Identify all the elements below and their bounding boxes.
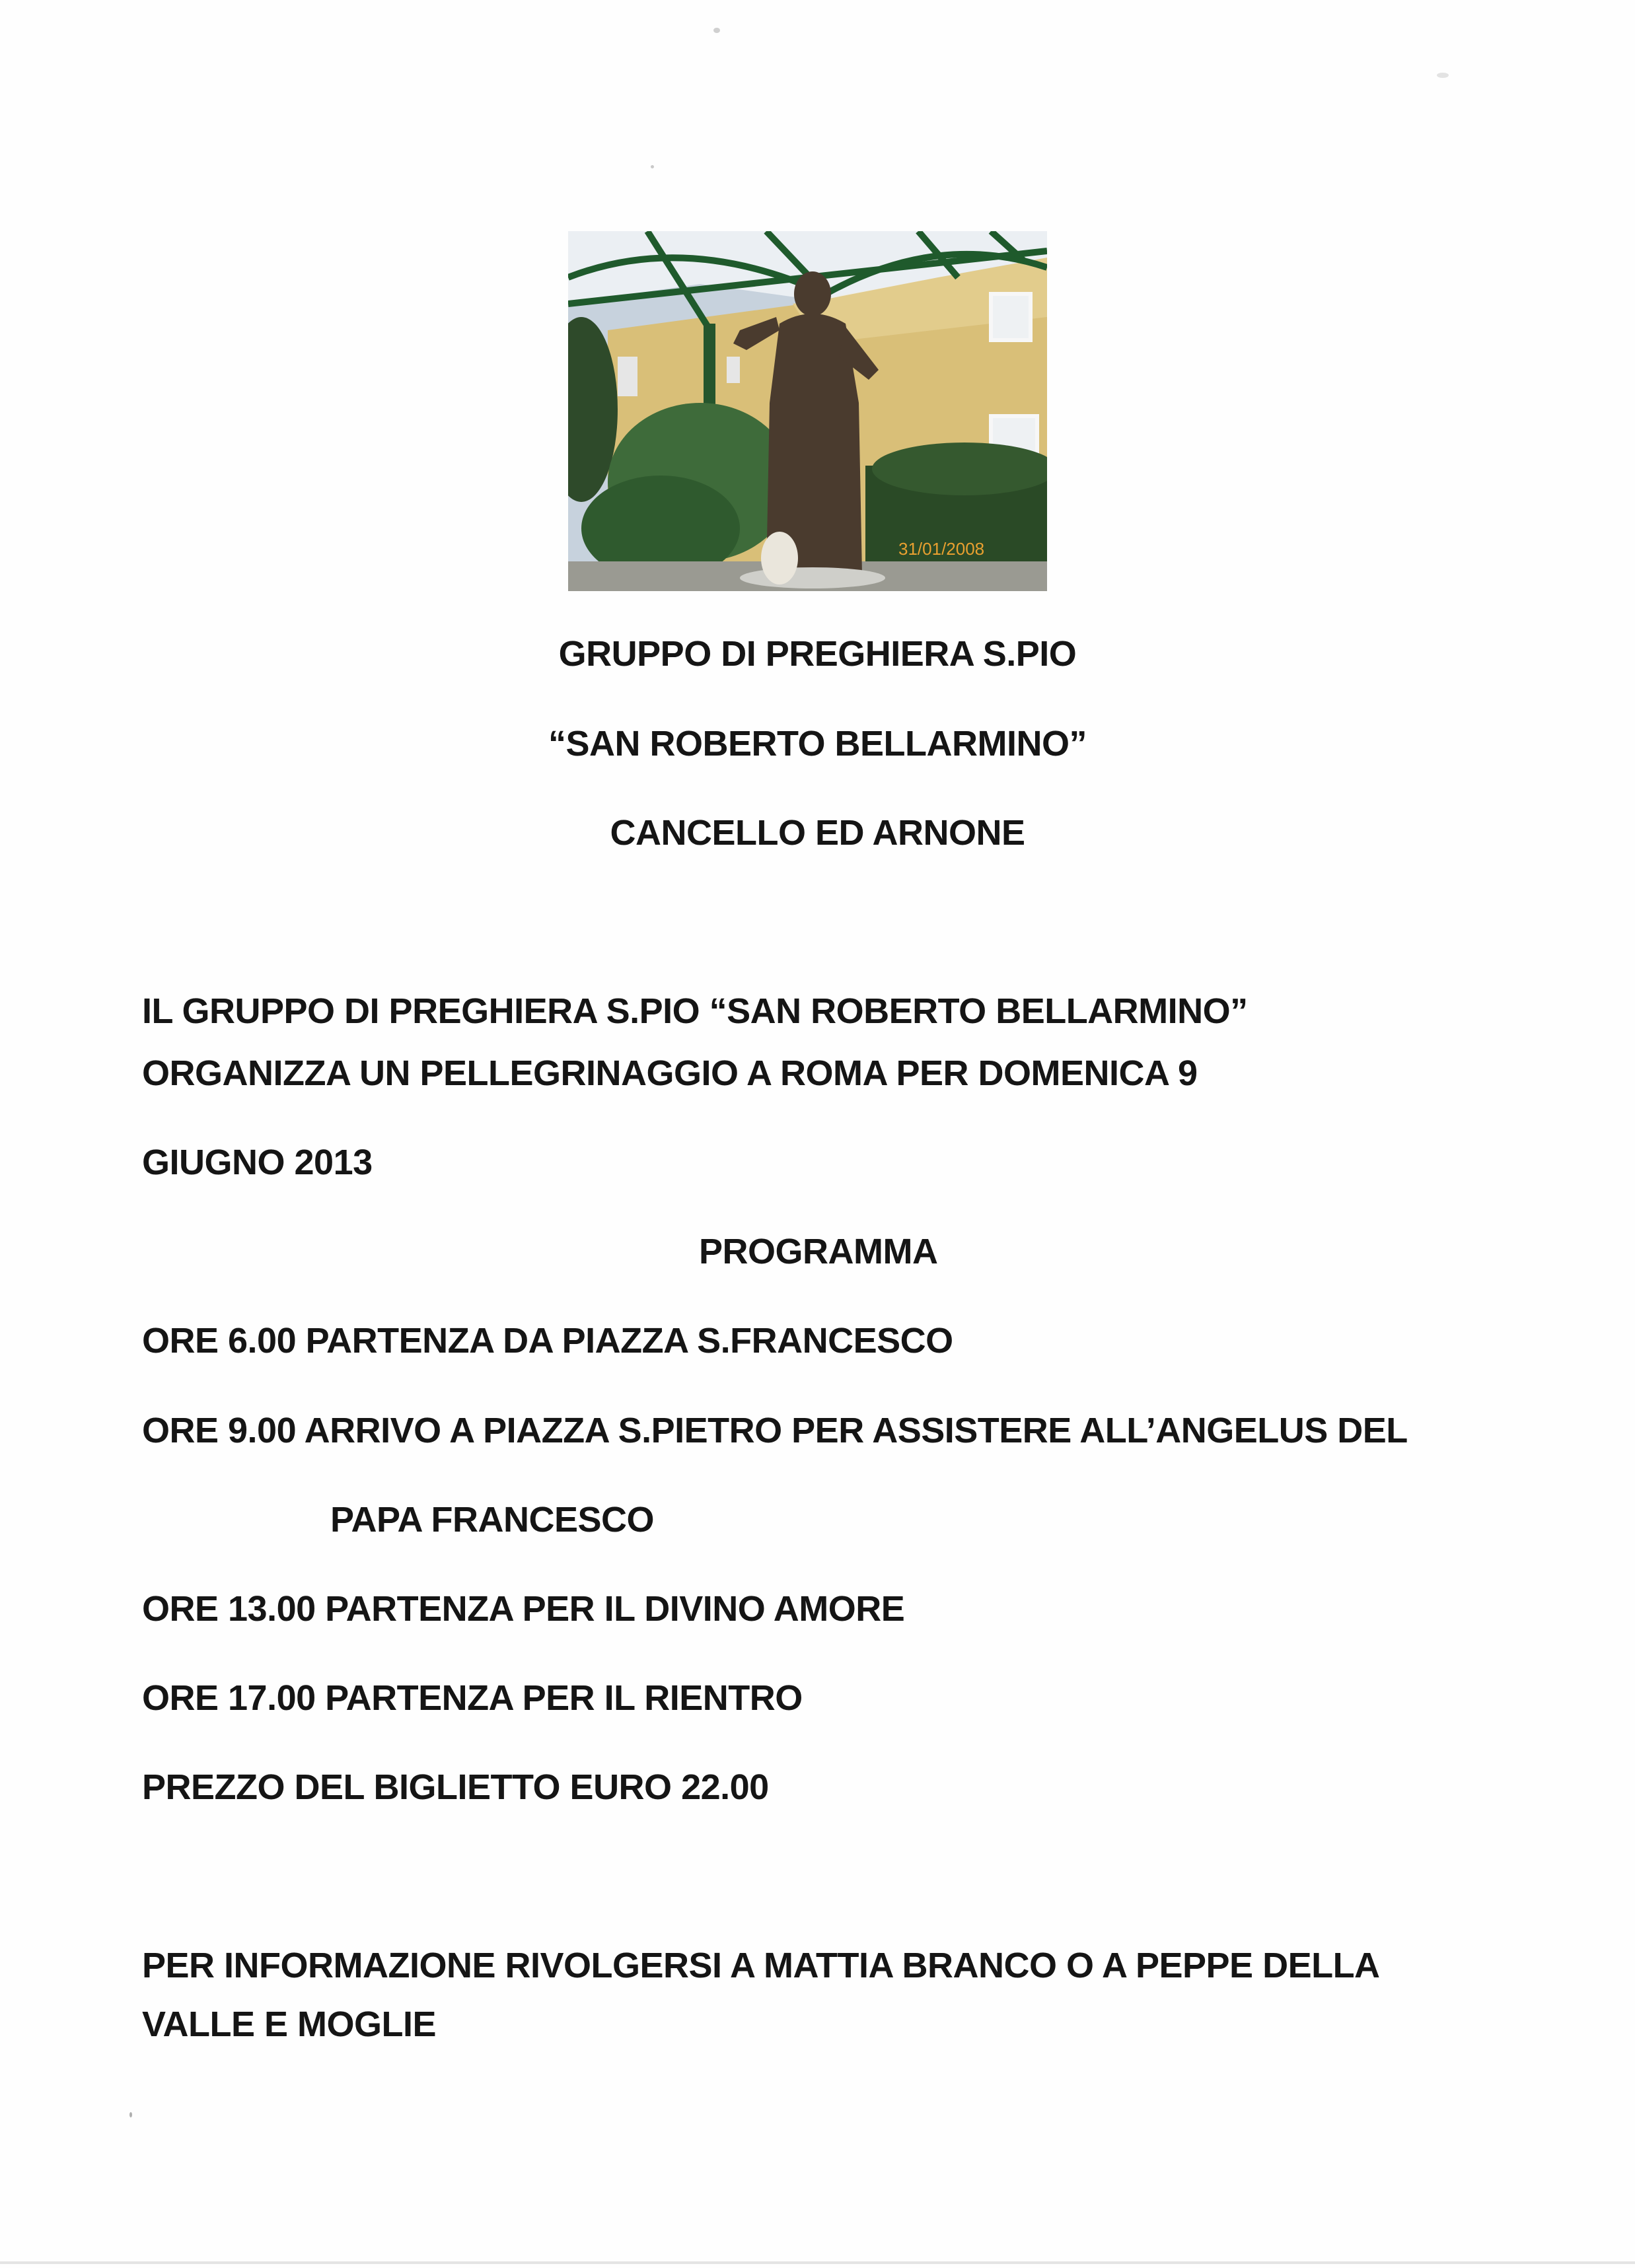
statue-photo — [568, 231, 1047, 591]
programma-title: PROGRAMMA — [699, 1232, 938, 1271]
photo-date-stamp: 31/01/2008 — [898, 539, 985, 559]
programma-item: ORE 9.00 ARRIVO A PIAZZA S.PIETRO PER ASSISTERE ALL’ANGELUS DEL — [142, 1411, 1408, 1450]
scan-speck — [713, 28, 720, 33]
intro-line-3: GIUGNO 2013 — [142, 1143, 373, 1182]
scan-speck — [651, 165, 654, 168]
contact-line-2: VALLE E MOGLIE — [142, 2004, 437, 2044]
programma-item: ORE 6.00 PARTENZA DA PIAZZA S.FRANCESCO — [142, 1321, 953, 1361]
intro-line-2: ORGANIZZA UN PELLEGRINAGGIO A ROMA PER DOMENICA 9 — [142, 1053, 1198, 1093]
ticket-price: PREZZO DEL BIGLIETTO EURO 22.00 — [142, 1767, 769, 1807]
scan-bottom-edge — [0, 2261, 1635, 2264]
intro-line-1: IL GRUPPO DI PREGHIERA S.PIO “SAN ROBERTO BELLARMINO” — [142, 991, 1248, 1031]
programma-item: ORE 13.00 PARTENZA PER IL DIVINO AMORE — [142, 1589, 905, 1629]
header-location: CANCELLO ED ARNONE — [610, 813, 1025, 853]
scan-speck — [129, 2112, 132, 2117]
header-group-subtitle: “SAN ROBERTO BELLARMINO” — [548, 724, 1087, 763]
header-group-name: GRUPPO DI PREGHIERA S.PIO — [558, 634, 1077, 674]
programma-item: ORE 17.00 PARTENZA PER IL RIENTRO — [142, 1678, 803, 1718]
contact-line-1: PER INFORMAZIONE RIVOLGERSI A MATTIA BRANCO O A PEPPE DELLA — [142, 1946, 1380, 1985]
scan-speck — [1437, 73, 1449, 78]
programma-item: PAPA FRANCESCO — [330, 1500, 655, 1540]
